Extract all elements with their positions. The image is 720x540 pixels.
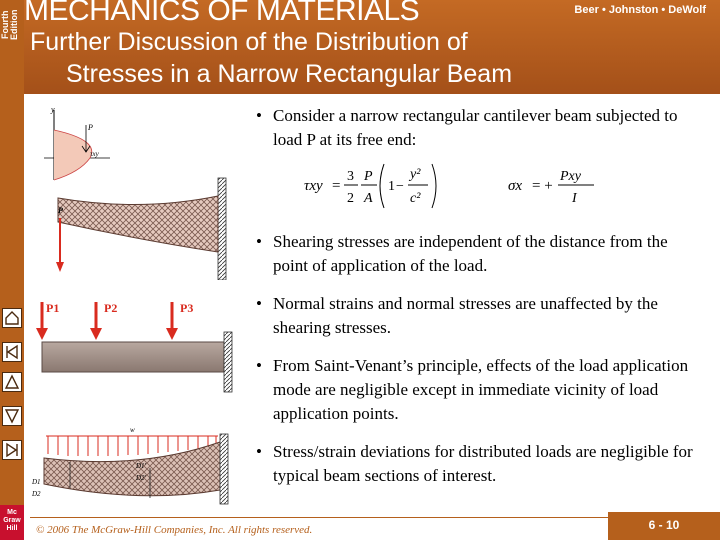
d2-prime-label: D2' [136, 474, 147, 482]
home-button[interactable] [2, 308, 22, 328]
slide-title-line-1: Further Discussion of the Distribution of [30, 28, 468, 56]
shear-stress-equation [300, 156, 450, 216]
d2-label: D2 [32, 490, 41, 498]
a-symbol: A [364, 191, 373, 206]
p-symbol: P [364, 169, 373, 184]
bullet-item: • From Saint-Venant’s principle, effects of the load application mode are negligible except in immediate vicinity of load application points. [256, 354, 704, 426]
one-symbol: 1 [388, 179, 395, 194]
next-slide-button[interactable] [2, 406, 22, 426]
load-p1-label: P1 [46, 301, 60, 315]
copyright-notice: © 2006 The McGraw-Hill Companies, Inc. All rights reserved. [36, 524, 313, 536]
publisher-logo: Mc Graw Hill [0, 505, 24, 540]
load-p-small-label: P [88, 123, 93, 132]
i-denominator: I [572, 191, 577, 206]
left-paren [380, 164, 384, 208]
load-p-arrowhead [56, 262, 64, 272]
pxy-numerator: Pxy [560, 169, 581, 184]
load-p-label: P [58, 206, 63, 215]
cantilever-beam-figure [30, 100, 242, 280]
home-icon [3, 309, 21, 327]
d1-prime-label: D1' [136, 462, 147, 470]
minus-sign: − [396, 179, 404, 194]
slide-header [24, 0, 720, 94]
first-slide-icon [3, 343, 21, 361]
deformed-beam [58, 196, 218, 252]
right-paren [432, 164, 436, 208]
previous-slide-button[interactable] [2, 372, 22, 392]
distributed-load-label: w [130, 426, 135, 434]
y-squared: y² [410, 167, 421, 182]
tau-label: τxy [90, 150, 99, 158]
equals-plus-sign: = + [532, 178, 553, 194]
bullet-item: • Stress/strain deviations for distributed loads are negligible for typical beam sections of interest. [256, 440, 704, 488]
equals-sign: = [332, 178, 341, 194]
load-p1-arrowhead [36, 328, 48, 340]
sigma-symbol: σx [508, 178, 523, 194]
load-p3-label: P3 [180, 301, 194, 315]
c-squared: c² [410, 191, 421, 206]
next-slide-icon [3, 407, 21, 425]
bullet-item: • Normal strains and normal stresses are unaffected by the shearing stresses. [256, 292, 704, 340]
slide-title-line-2: Stresses in a Narrow Rectangular Beam [66, 60, 513, 88]
bullet-item: • Consider a narrow rectangular cantilever beam subjected to load P at its free end: [256, 104, 704, 152]
fixed-wall-2 [224, 332, 232, 392]
normal-stress-equation [504, 160, 614, 210]
fixed-wall [218, 178, 226, 280]
tau-symbol: τxy [304, 178, 323, 194]
coef-numerator: 3 [347, 169, 354, 184]
fixed-wall-3 [220, 434, 228, 504]
straight-beam [42, 342, 224, 372]
load-p3-arrowhead [166, 328, 178, 340]
curved-beam [44, 442, 220, 496]
previous-slide-icon [3, 373, 21, 391]
distributed-load-beam-figure [30, 418, 242, 510]
authors-label: Beer • Johnston • DeWolf [574, 4, 706, 16]
d1-label: D1 [32, 478, 41, 486]
sidebar [0, 0, 24, 540]
course-title: MECHANICS OF MATERIALS [24, 0, 420, 27]
last-slide-icon [3, 441, 21, 459]
three-load-beam-figure [30, 294, 242, 404]
edition-label: Fourth Edition [0, 9, 19, 41]
load-p2-arrowhead [90, 328, 102, 340]
coef-denominator: 2 [347, 191, 354, 206]
page-number: 6 - 10 [648, 518, 680, 532]
load-p2-label: P2 [104, 301, 118, 315]
last-slide-button[interactable] [2, 440, 22, 460]
y-axis-label: y [51, 105, 55, 114]
bullet-item: • Shearing stresses are independent of the distance from the point of application of the load. [256, 230, 704, 278]
first-slide-button[interactable] [2, 342, 22, 362]
